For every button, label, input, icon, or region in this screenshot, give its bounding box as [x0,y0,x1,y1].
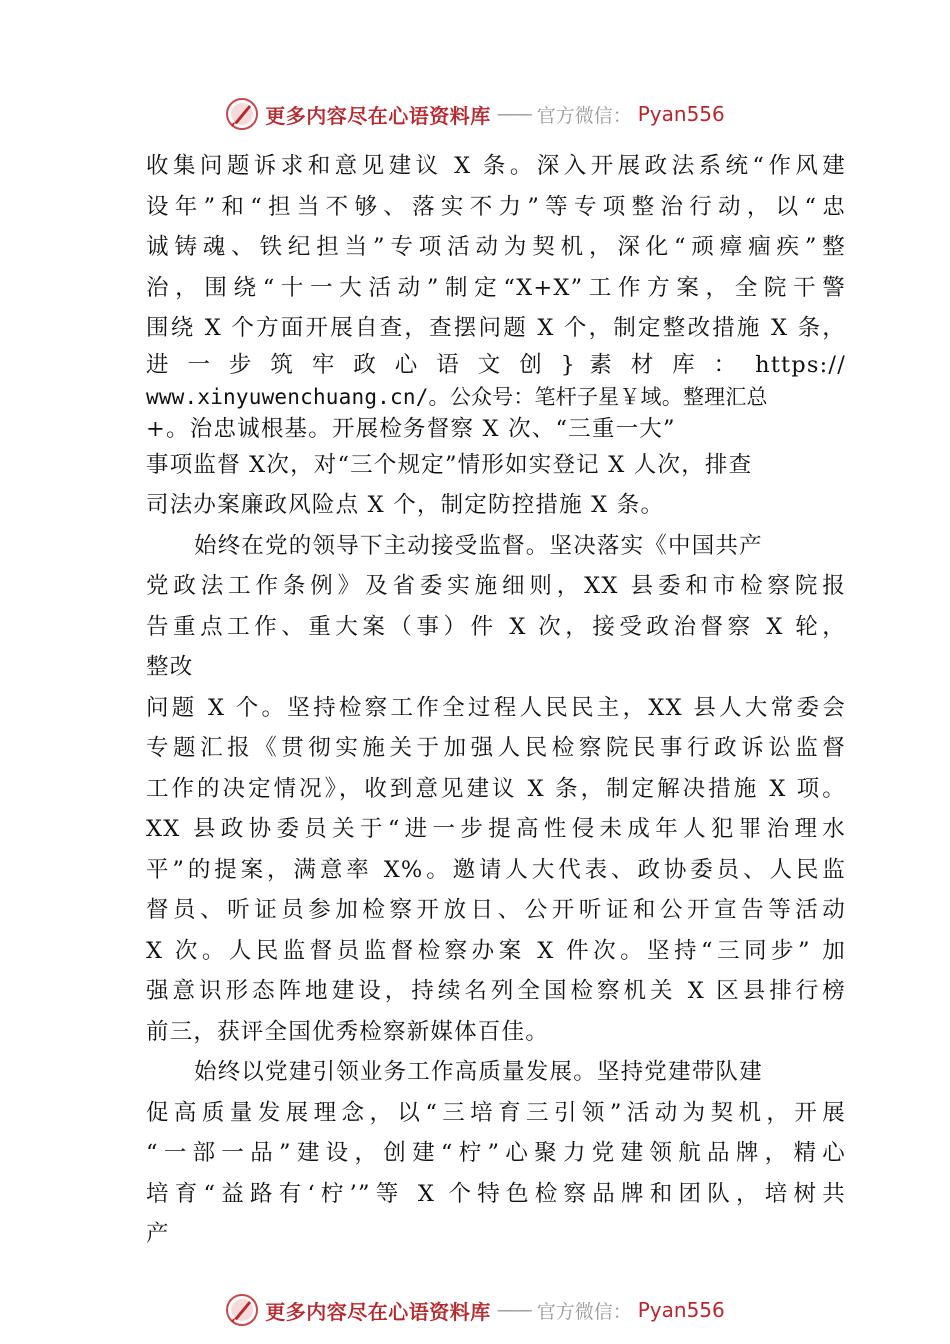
text-line: 工作的决定情况》，收到意见建议 X 条，制定解决措施 X 项。 [146,775,846,802]
text-line: 设年”和“担当不够、落实不力”等专项整治行动，以“忠 [146,193,846,220]
feather-pen-logo-icon [225,97,259,131]
paragraph-start-line: 始终在党的领导下主动接受监督。坚决落实《中国共产 [194,532,763,559]
text-line: 司法办案廉政风险点 X 个，制定防控措施 X 条。 [146,492,665,518]
text-line: 促高质量发展理念，以“三培育三引领”活动为契机，开展 [146,1099,846,1126]
banner-wechat-id: Pyan556 [637,102,725,126]
header-banner [0,94,950,134]
banner-wechat-id: Pyan556 [637,1298,725,1322]
text-line: 培育“益路有‘柠’”等 X 个特色检察品牌和团队，培树共 [146,1180,846,1207]
banner-wechat-label: 官方微信： [536,1300,632,1323]
text-line: X 次。人民监督员监督检察办案 X 件次。坚持“三同步” 加 [146,937,846,964]
text-line: 收集问题诉求和意见建议 X 条。深入开展政法系统“作风建 [146,153,846,179]
document-body [146,146,846,1255]
text-line: +。治忠诚根基。开展检务督察 X 次、“三重一大” [146,415,676,442]
text-line: 告重点工作、重大案（事）件 X 次，接受政治督察 X 轮， [146,613,846,640]
text-line: 围绕 X 个方面开展自查，查摆问题 X 个，制定整改措施 X 条， [146,315,846,341]
banner-title: 更多内容尽在心语资料库 [265,103,491,128]
text-line: 诚铸魂、铁纪担当”专项活动为契机，深化“顽瘴痼疾”整 [146,234,846,260]
banner-dash: —— [496,103,531,125]
banner-title: 更多内容尽在心语资料库 [265,1299,491,1324]
text-line: 治，围绕“十一大活动”制定“X+X”工作方案，全院干警 [146,274,846,301]
text-line: 产 [146,1221,170,1247]
text-line: 前三，获评全国优秀检察新媒体百佳。 [146,1018,549,1045]
paragraph-start-line: 始终以党建引领业务工作高质量发展。坚持党建带队建 [194,1059,763,1085]
text-line: 平”的提案，满意率 X%。邀请人大代表、政协委员、人民监 [146,856,846,883]
banner-wechat-label: 官方微信： [536,104,632,127]
text-line: 督员、听证员参加检察开放日、公开听证和公开宣告等活动 [146,897,846,923]
banner-dash: —— [496,1299,531,1321]
text-line: 事项监督 X次，对“三个规定”情形如实登记 X 人次，排查 [146,451,753,478]
text-line: “一部一品”建设，创建“柠”心聚力党建领航品牌，精心 [146,1140,846,1166]
text-line: 进 一 步 筑 牢 政 心 语 文 创 } 素 材 库 ： https:// [146,351,846,378]
footer-banner [0,1290,950,1330]
text-line: 问题 X 个。坚持检察工作全过程人民民主，XX 县人大常委会 [146,694,846,721]
feather-pen-logo-icon [225,1293,259,1327]
text-line: XX 县政协委员关于“进一步提高性侵未成年人犯罪治理水 [146,816,846,842]
text-line: 党政法工作条例》及省委实施细则，XX 县委和市检察院报 [146,573,846,599]
text-line: 整改 [146,654,194,680]
text-line: 强意识形态阵地建设，持续名列全国检察机关 X 区县排行榜 [146,978,846,1004]
text-line: www.xinyuwenchuang.cn/。公众号：笔杆子星￥域。整理汇总 [146,384,768,409]
text-line: 专题汇报《贯彻实施关于加强人民检察院民事行政诉讼监督 [146,735,846,761]
